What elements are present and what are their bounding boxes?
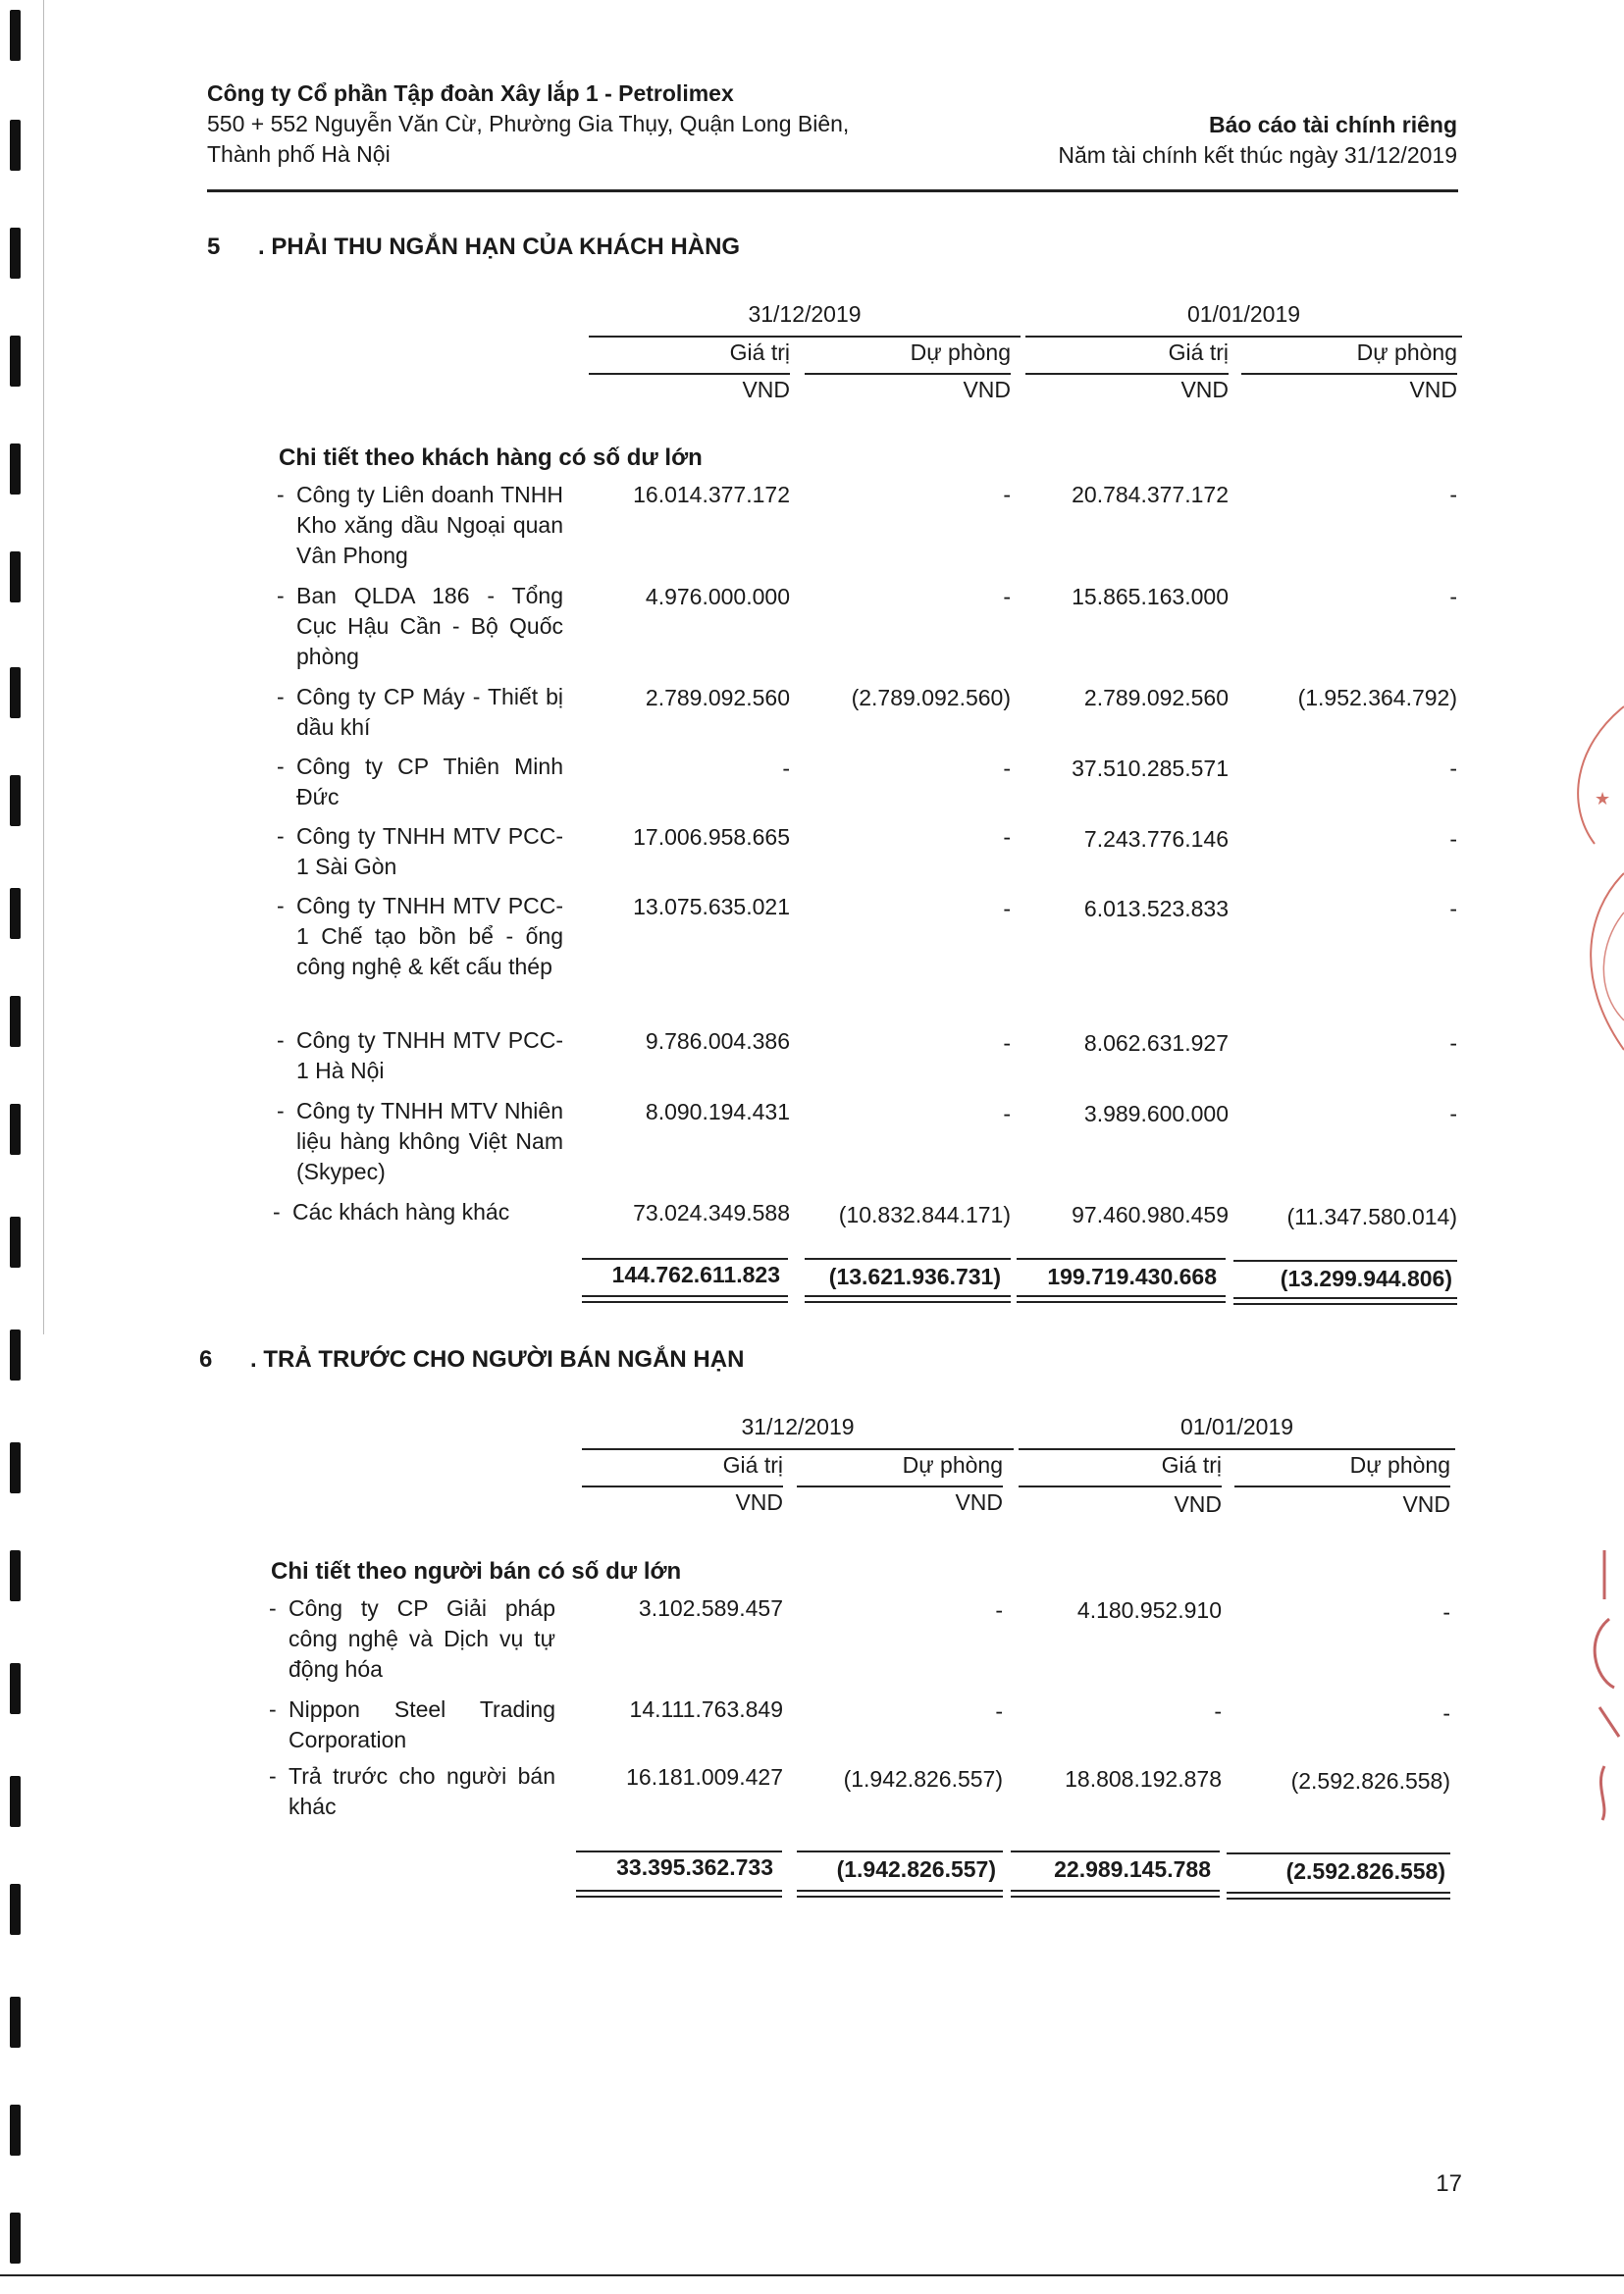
row-dash: - bbox=[277, 823, 285, 849]
page-number: 17 bbox=[1436, 2170, 1462, 2197]
unit-label: VND bbox=[963, 377, 1011, 402]
cell-value: (1.952.364.792) bbox=[1297, 685, 1457, 710]
row-dash: - bbox=[269, 1763, 277, 1789]
unit-label: VND bbox=[742, 377, 790, 402]
cell-value: - bbox=[995, 1698, 1003, 1724]
section-number: 6 bbox=[199, 1346, 213, 1373]
binding-hole bbox=[10, 1663, 21, 1714]
column-rule bbox=[805, 373, 1011, 375]
column-rule bbox=[582, 1486, 783, 1487]
cell-value: (2.789.092.560) bbox=[851, 685, 1011, 710]
total-value: (1.942.826.557) bbox=[836, 1856, 996, 1882]
cell-value: 2.789.092.560 bbox=[1083, 685, 1229, 710]
total-value: 22.989.145.788 bbox=[1054, 1856, 1211, 1882]
bottom-rule bbox=[0, 2274, 1624, 2276]
cell-value: 18.808.192.878 bbox=[1065, 1766, 1222, 1792]
cell-value: 9.786.004.386 bbox=[645, 1028, 790, 1054]
total-double-rule bbox=[582, 1301, 788, 1303]
table-row-label: - Công ty TNHH MTV PCC-1 Sài Gòn bbox=[277, 823, 563, 879]
unit-label: VND bbox=[955, 1489, 1003, 1515]
unit-label: VND bbox=[1402, 1491, 1450, 1517]
cell-value: 20.784.377.172 bbox=[1072, 482, 1229, 507]
column-header: Giá trị bbox=[1161, 1452, 1222, 1478]
cell-value: - bbox=[1449, 756, 1457, 781]
total-rule bbox=[576, 1851, 782, 1852]
period-rule bbox=[1019, 1448, 1455, 1450]
cell-value: 37.510.285.571 bbox=[1072, 756, 1229, 781]
column-header: Dự phòng bbox=[1349, 1452, 1450, 1478]
company-address-line2: Thành phố Hà Nội bbox=[207, 141, 391, 167]
cell-value: - bbox=[1003, 584, 1011, 609]
table-row-label: - Công ty TNHH MTV PCC-1 Hà Nội bbox=[277, 1027, 563, 1083]
binding-hole bbox=[10, 1776, 21, 1827]
cell-value: 73.024.349.588 bbox=[633, 1200, 790, 1225]
binding-hole bbox=[10, 1997, 21, 2048]
cell-value: 97.460.980.459 bbox=[1072, 1202, 1229, 1227]
binding-hole bbox=[10, 2213, 21, 2264]
total-double-rule bbox=[1011, 1890, 1220, 1892]
cell-value: 7.243.776.146 bbox=[1083, 826, 1229, 852]
cell-value: 3.102.589.457 bbox=[638, 1595, 783, 1621]
cell-value: - bbox=[1442, 1599, 1450, 1625]
total-rule bbox=[797, 1851, 1003, 1852]
svg-text:★: ★ bbox=[1595, 789, 1611, 809]
cell-value: - bbox=[1003, 756, 1011, 781]
cell-value: - bbox=[1449, 482, 1457, 507]
total-double-rule bbox=[797, 1890, 1003, 1892]
cell-value: - bbox=[1214, 1698, 1222, 1724]
cell-value: - bbox=[1449, 584, 1457, 609]
table-row-label: - Các khách hàng khác bbox=[273, 1197, 577, 1227]
report-title: Báo cáo tài chính riêng bbox=[1208, 112, 1457, 137]
total-double-rule bbox=[1227, 1898, 1450, 1900]
total-double-rule bbox=[576, 1896, 782, 1898]
cell-value: (2.592.826.558) bbox=[1290, 1768, 1450, 1794]
table-row-label: - Công ty Liên doanh TNHH Kho xăng dầu Ngoại quan Vân Phong bbox=[277, 482, 563, 568]
cell-value: (10.832.844.171) bbox=[838, 1202, 1011, 1227]
cell-value: 8.090.194.431 bbox=[645, 1099, 790, 1124]
total-double-rule bbox=[805, 1301, 1011, 1303]
column-rule bbox=[589, 373, 790, 375]
column-rule bbox=[1241, 373, 1457, 375]
table-row-label: - Công ty CP Giải pháp công nghệ và Dịch vụ tự động hóa bbox=[269, 1595, 555, 1682]
cell-value: (1.942.826.557) bbox=[843, 1766, 1003, 1792]
row-dash: - bbox=[277, 1098, 285, 1123]
cell-value: 16.181.009.427 bbox=[626, 1764, 783, 1790]
cell-value: - bbox=[1442, 1700, 1450, 1726]
cell-value: - bbox=[1003, 1101, 1011, 1126]
section-heading: . TRẢ TRƯỚC CHO NGƯỜI BÁN NGẮN HẠN bbox=[250, 1346, 745, 1373]
column-rule bbox=[797, 1486, 1003, 1487]
cell-value: 3.989.600.000 bbox=[1083, 1101, 1229, 1126]
total-rule bbox=[582, 1258, 788, 1260]
binding-hole bbox=[10, 996, 21, 1047]
cell-value: 8.062.631.927 bbox=[1083, 1030, 1229, 1056]
total-double-rule bbox=[576, 1890, 782, 1892]
section-5-title bbox=[207, 234, 740, 261]
column-header: Dự phòng bbox=[910, 339, 1011, 365]
total-value: 199.719.430.668 bbox=[1047, 1264, 1217, 1289]
cell-value: 2.789.092.560 bbox=[645, 685, 790, 710]
row-dash: - bbox=[277, 754, 285, 779]
header-rule bbox=[207, 189, 1458, 192]
cell-value: 6.013.523.833 bbox=[1083, 896, 1229, 921]
row-dash: - bbox=[269, 1595, 277, 1621]
margin-line bbox=[43, 0, 44, 1334]
cell-value: - bbox=[1003, 482, 1011, 507]
unit-label: VND bbox=[1409, 377, 1457, 402]
column-rule bbox=[1025, 373, 1229, 375]
binding-hole bbox=[10, 775, 21, 826]
total-rule bbox=[1227, 1852, 1450, 1854]
report-info bbox=[1058, 110, 1457, 171]
period-rule bbox=[1025, 336, 1462, 338]
table-row-label: - Công ty TNHH MTV PCC-1 Chế tạo bồn bể - ống công nghệ & kết cấu thép bbox=[277, 893, 563, 979]
column-header: Giá trị bbox=[1168, 339, 1229, 365]
binding-hole bbox=[10, 443, 21, 495]
stamp-signature-partial bbox=[1565, 1540, 1624, 1825]
total-rule bbox=[1233, 1260, 1457, 1262]
column-header: Giá trị bbox=[729, 339, 790, 365]
cell-value: - bbox=[1003, 824, 1011, 850]
binding-hole bbox=[10, 336, 21, 387]
binding-hole bbox=[10, 1104, 21, 1155]
table-row-label: - Công ty TNHH MTV Nhiên liệu hàng không Việt Nam (Skypec) bbox=[277, 1098, 563, 1184]
binding-hole bbox=[10, 1442, 21, 1493]
total-double-rule bbox=[1227, 1892, 1450, 1894]
total-value: (13.299.944.806) bbox=[1280, 1266, 1452, 1291]
period-rule bbox=[582, 1448, 1014, 1450]
binding-hole bbox=[10, 1329, 21, 1381]
unit-label: VND bbox=[1174, 1491, 1222, 1517]
column-header: Giá trị bbox=[722, 1452, 783, 1478]
cell-value: 17.006.958.665 bbox=[633, 824, 790, 850]
binding-hole bbox=[10, 888, 21, 939]
cell-value: 15.865.163.000 bbox=[1072, 584, 1229, 609]
cell-value: 14.111.763.849 bbox=[629, 1696, 783, 1722]
total-double-rule bbox=[1233, 1297, 1457, 1299]
total-double-rule bbox=[582, 1295, 788, 1297]
subheading: Chi tiết theo khách hàng có số dư lớn bbox=[279, 444, 703, 471]
unit-label: VND bbox=[735, 1489, 783, 1515]
cell-value: - bbox=[1449, 826, 1457, 852]
company-name: Công ty Cổ phần Tập đoàn Xây lắp 1 - Petrolimex bbox=[207, 80, 734, 106]
cell-value: 4.180.952.910 bbox=[1076, 1597, 1222, 1623]
stamp-seal-partial bbox=[1565, 687, 1624, 1158]
company-address-line1: 550 + 552 Nguyễn Văn Cừ, Phường Gia Thụy, Quận Long Biên, bbox=[207, 111, 850, 136]
report-period: Năm tài chính kết thúc ngày 31/12/2019 bbox=[1058, 142, 1457, 168]
cell-value: - bbox=[1449, 1030, 1457, 1056]
subheading: Chi tiết theo người bán có số dư lớn bbox=[271, 1558, 682, 1585]
period-header: 01/01/2019 bbox=[1186, 301, 1301, 327]
row-dash: - bbox=[277, 893, 285, 918]
cell-value: (11.347.580.014) bbox=[1286, 1204, 1457, 1229]
table-row-label: - Trả trước cho người bán khác bbox=[269, 1763, 555, 1819]
binding-hole bbox=[10, 551, 21, 602]
row-dash: - bbox=[277, 1027, 285, 1053]
column-rule bbox=[1019, 1486, 1222, 1487]
cell-value: - bbox=[1003, 896, 1011, 921]
row-dash: - bbox=[277, 583, 285, 608]
cell-value: 16.014.377.172 bbox=[633, 482, 790, 507]
period-rule bbox=[589, 336, 1021, 338]
binding-hole bbox=[10, 120, 21, 171]
binding-hole bbox=[10, 1550, 21, 1601]
binding-hole bbox=[10, 667, 21, 718]
cell-value: 13.075.635.021 bbox=[633, 894, 790, 919]
total-double-rule bbox=[1233, 1303, 1457, 1305]
total-double-rule bbox=[1011, 1896, 1220, 1898]
binding-holes bbox=[0, 0, 59, 2294]
binding-hole bbox=[10, 2105, 21, 2156]
table-row-label: - Công ty CP Máy - Thiết bị dầu khí bbox=[277, 684, 563, 740]
total-value: (2.592.826.558) bbox=[1285, 1858, 1445, 1884]
column-rule bbox=[1234, 1486, 1450, 1487]
total-double-rule bbox=[1017, 1301, 1226, 1303]
page-header bbox=[207, 78, 1457, 170]
total-value: (13.621.936.731) bbox=[828, 1264, 1001, 1289]
row-dash: - bbox=[277, 482, 285, 507]
cell-value: - bbox=[1003, 1030, 1011, 1056]
column-header: Dự phòng bbox=[1356, 339, 1457, 365]
cell-value: - bbox=[1449, 896, 1457, 921]
column-header: Dự phòng bbox=[902, 1452, 1003, 1478]
section-number: 5 bbox=[207, 234, 221, 260]
total-double-rule bbox=[797, 1896, 1003, 1898]
total-rule bbox=[805, 1258, 1011, 1260]
cell-value: - bbox=[782, 756, 790, 781]
binding-hole bbox=[10, 10, 21, 61]
total-value: 33.395.362.733 bbox=[616, 1854, 773, 1880]
row-dash: - bbox=[273, 1199, 281, 1225]
row-dash: - bbox=[269, 1696, 277, 1722]
total-rule bbox=[1011, 1851, 1220, 1852]
total-double-rule bbox=[805, 1295, 1011, 1297]
table-row-label: - Công ty CP Thiên Minh Đức bbox=[277, 754, 563, 809]
cell-value: - bbox=[1449, 1101, 1457, 1126]
total-value: 144.762.611.823 bbox=[611, 1262, 780, 1287]
binding-hole bbox=[10, 1217, 21, 1268]
row-dash: - bbox=[277, 684, 285, 709]
total-rule bbox=[1017, 1258, 1226, 1260]
binding-hole bbox=[10, 1884, 21, 1935]
cell-value: - bbox=[995, 1597, 1003, 1623]
period-header: 31/12/2019 bbox=[741, 1414, 855, 1439]
unit-label: VND bbox=[1180, 377, 1229, 402]
total-double-rule bbox=[1017, 1295, 1226, 1297]
table-row-label: - Ban QLDA 186 - Tổng Cục Hậu Cần - Bộ Quốc phòng bbox=[277, 583, 563, 669]
binding-hole bbox=[10, 228, 21, 279]
table-row-label: - Nippon Steel Trading Corporation bbox=[269, 1696, 555, 1752]
section-6-title bbox=[199, 1346, 744, 1374]
cell-value: 4.976.000.000 bbox=[645, 584, 790, 609]
period-header: 01/01/2019 bbox=[1179, 1414, 1294, 1439]
section-heading: . PHẢI THU NGẮN HẠN CỦA KHÁCH HÀNG bbox=[258, 234, 741, 260]
period-header: 31/12/2019 bbox=[748, 301, 862, 327]
